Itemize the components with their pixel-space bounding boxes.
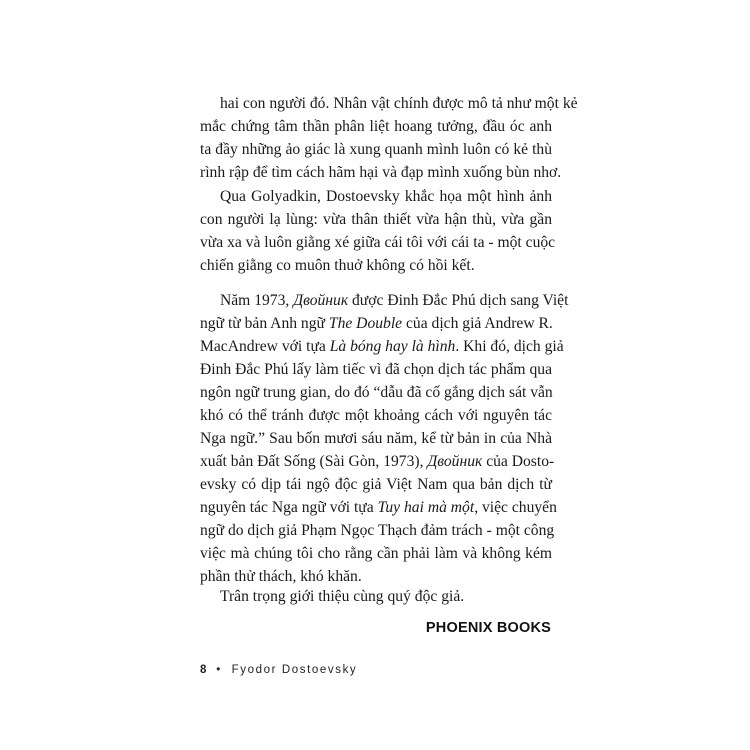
text-run: evsky có dịp tái ngộ độc giả Việt Nam qua bản dịch từ xyxy=(200,476,552,493)
text-line xyxy=(200,335,564,358)
text-run: mắc chứng tâm thần phân liệt hoang tưởng, đầu óc anh xyxy=(200,118,552,135)
text-line xyxy=(200,254,552,277)
text-run: con người lạ lùng: vừa thân thiết vừa hận thù, vừa gần xyxy=(200,211,552,228)
text-run: nguyên tác Nga ngữ với tựa xyxy=(200,499,378,516)
text-line xyxy=(200,312,552,335)
text-line xyxy=(200,92,578,115)
page-footer xyxy=(200,664,357,676)
paragraph-4 xyxy=(200,585,552,608)
text-line xyxy=(200,185,552,208)
text-run: . Khi đó, dịch giả xyxy=(455,338,564,355)
italic-title: Là bóng hay là hình xyxy=(329,338,456,355)
text-line xyxy=(200,208,552,231)
italic-title: Двойник xyxy=(427,453,483,470)
text-run: chiến giằng co muôn thuở không có hồi kết. xyxy=(200,257,475,274)
text-run: ngữ từ bản Anh ngữ xyxy=(200,315,329,332)
text-line xyxy=(200,473,552,496)
footer-author: Fyodor Dostoevsky xyxy=(231,664,358,676)
italic-title: The Double xyxy=(328,315,403,332)
text-run: hai con người đó. Nhân vật chính được mô tả như một kẻ xyxy=(220,95,578,112)
text-run: Năm 1973, xyxy=(220,292,294,309)
text-line xyxy=(200,161,562,184)
text-run: Trân trọng giới thiệu cùng quý độc giả. xyxy=(220,588,465,605)
text-line xyxy=(200,404,552,427)
text-line xyxy=(200,519,555,542)
text-line xyxy=(200,138,552,161)
text-run: xuất bản Đất Sống (Sài Gòn, 1973), xyxy=(200,453,428,470)
paragraph-1 xyxy=(200,92,578,184)
text-run: ta đầy những ảo giác là xung quanh mình luôn có kẻ thù xyxy=(200,141,552,158)
text-run: của dịch giả Andrew R. xyxy=(402,315,553,332)
text-run: được Đinh Đắc Phú dịch sang Việt xyxy=(348,292,569,309)
footer-separator: • xyxy=(216,664,222,676)
text-run: việc mà chúng tôi cho rằng cần phải làm và không kém xyxy=(200,545,552,562)
text-run: vừa xa và luôn giằng xé giữa cái tôi với cái ta - một cuộc xyxy=(200,234,556,251)
text-run: , việc chuyển xyxy=(474,499,557,516)
text-run: MacAndrew với tựa xyxy=(200,338,330,355)
text-line xyxy=(200,585,552,608)
italic-title: Tuy hai mà một xyxy=(377,499,475,516)
text-run: ngữ do dịch giả Phạm Ngọc Thạch đảm trách - một công xyxy=(200,522,555,539)
paragraph-2 xyxy=(200,185,556,277)
text-run: của Dosto- xyxy=(482,453,555,470)
text-run: ngôn ngữ trung gian, do đó “dẫu đã cố gắng dịch sát vẫn xyxy=(200,384,553,401)
text-line xyxy=(200,450,555,473)
text-run: Đinh Đắc Phú lấy làm tiếc vì đã chọn dịch tác phẩm qua xyxy=(200,361,552,378)
text-line xyxy=(200,231,556,254)
text-line xyxy=(200,358,552,381)
text-line xyxy=(200,542,552,565)
text-run: phần thử thách, khó khăn. xyxy=(200,568,362,585)
text-run: Qua Golyadkin, Dostoevsky khắc họa một hình ảnh xyxy=(220,188,552,205)
paragraph-3 xyxy=(200,289,569,588)
publisher-signature: PHOENIX BOOKS xyxy=(425,620,551,636)
italic-title: Двойник xyxy=(293,292,349,309)
text-line xyxy=(200,496,557,519)
text-line xyxy=(200,427,552,450)
text-line xyxy=(200,289,569,312)
text-run: Nga ngữ.” Sau bốn mươi sáu năm, kể từ bản in của Nhà xyxy=(200,430,552,447)
text-line xyxy=(200,381,552,404)
page-number: 8 xyxy=(200,664,207,676)
text-line xyxy=(200,115,552,138)
text-run: rình rập để tìm cách hãm hại và đạp mình xuống bùn nhơ. xyxy=(200,164,562,181)
text-run: khó có thể tránh được một khoảng cách với nguyên tác xyxy=(200,407,552,424)
